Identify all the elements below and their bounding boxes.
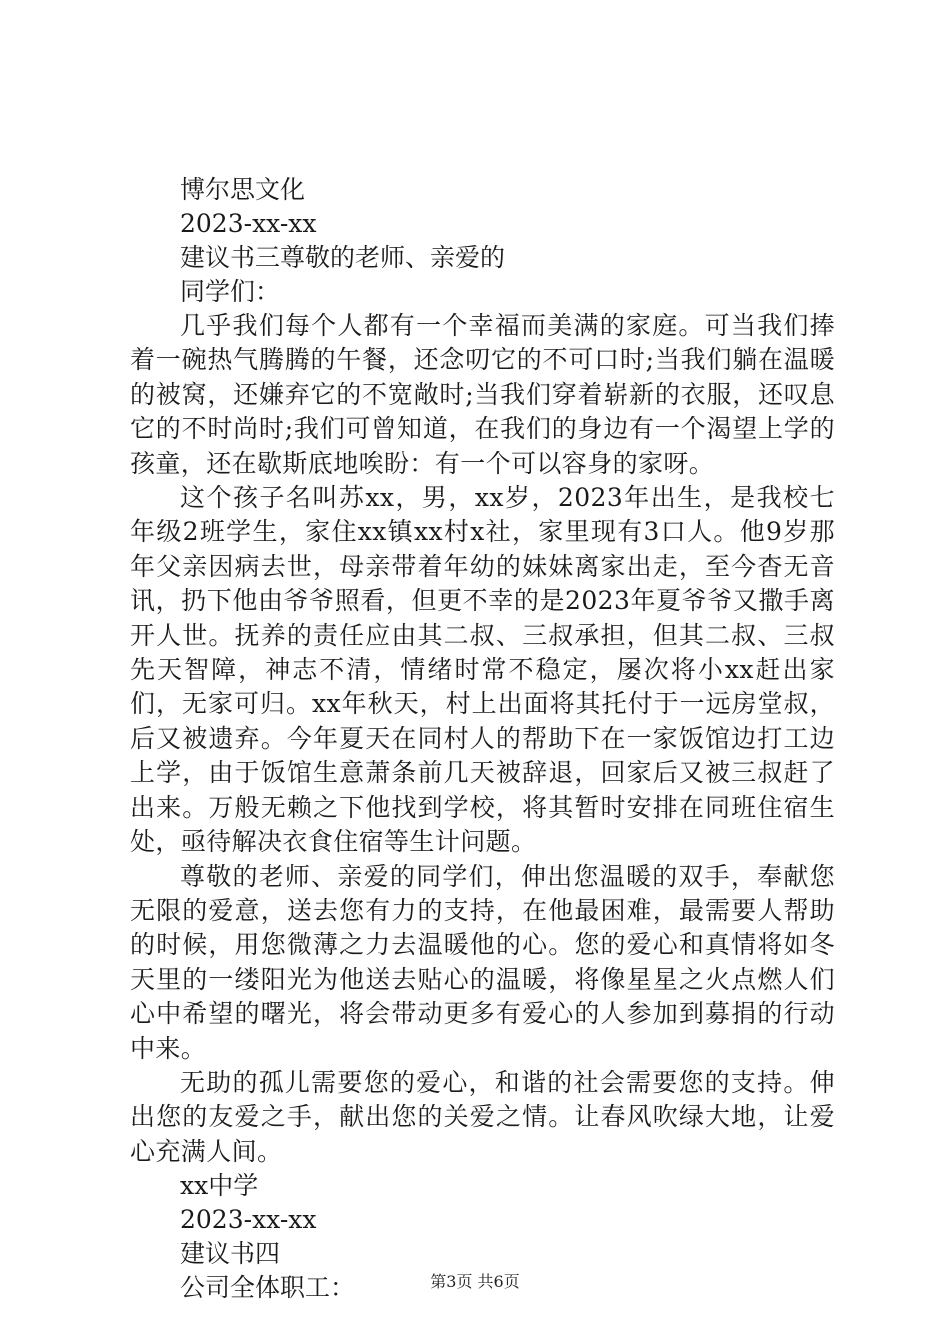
next-salutation: 公司全体职工： xyxy=(180,1273,356,1303)
page-footer: 第3页 共6页 xyxy=(430,1272,520,1291)
paragraph-story: 这个孩子名叫苏xx，男，xx岁，2023年出生，是我校七年级2班学生，家住xx镇xx村x社，家里现有3口人。他9岁那年父亲因病去世，母亲带着年幼的妹妹离家出走，至今杳无音讯，扔下他由爷爷照看，但更不幸的是2023年夏爷爷又撒手离开人世。抚养的责任应由其二叔、三叔承担，但其二叔、三叔先天智障，神志不清，情绪时常不稳定，屡次将小xx赶出家们，无家可归。xx年秋天，村上出面将其托付于一远房堂叔，后又被遗弃。今年夏天在同村人的帮助下在一家饭馆边打工边上学，由于饭馆生意萧条前几天被辞退，回家后又被三叔赶了出来。万般无赖之下他找到学校，将其暂时安排在同班住宿生处，亟待解决衣食住宿等生计问题。 xyxy=(130,483,835,857)
paragraph-appeal: 尊敬的老师、亲爱的同学们，伸出您温暖的双手，奉献您无限的爱意，送去您有力的支持，在他最困难，最需要人帮助的时候，用您微薄之力去温暖他的心。您的爱心和真情将如冬天里的一缕阳光为他送去贴心的温暖，将像星星之火点燃人们心中希望的曙光，将会带动更多有爱心的人参加到募捐的行动中来。 xyxy=(130,861,835,1063)
date-line: 2023-xx-xx xyxy=(180,209,317,238)
salutation: 同学们： xyxy=(180,277,281,306)
next-section-title: 建议书四 xyxy=(180,1239,281,1269)
school-signature: xx中学 xyxy=(180,1171,259,1201)
paragraph-intro: 几乎我们每个人都有一个幸福而美满的家庭。可当我们捧着一碗热气腾腾的午餐，还念叨它的不可口时;当我们躺在温暖的被窝，还嫌弃它的不宽敞时;当我们穿着崭新的衣服，还叹息它的不时尚时;我们可曾知道，在我们的身边有一个渴望上学的孩童，还在歇斯底地唉盼：有一个可以容身的家呀。 xyxy=(130,311,835,478)
section-title: 建议书三尊敬的老师、亲爱的 xyxy=(180,243,506,272)
org-name: 博尔思文化 xyxy=(180,175,306,204)
signature-date: 2023-xx-xx xyxy=(180,1205,317,1235)
document-body xyxy=(130,173,835,1305)
paragraph-closing: 无助的孤儿需要您的爱心，和谐的社会需要您的支持。伸出您的友爱之手，献出您的关爱之情。让春风吹绿大地，让爱心充满人间。 xyxy=(130,1067,835,1166)
